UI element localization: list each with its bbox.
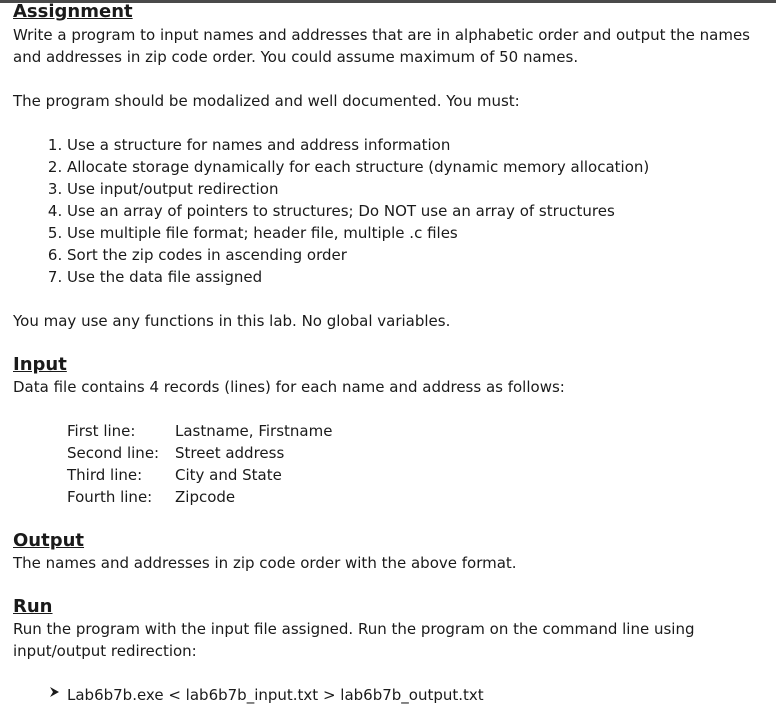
- requirement-item: 6. Sort the zip codes in ascending order: [67, 244, 773, 266]
- input-section: [13, 354, 773, 508]
- record-value: City and State: [175, 466, 282, 484]
- assignment-heading: Assignment: [13, 1, 133, 22]
- input-description: Data file contains 4 records (lines) for each name and address as follows:: [13, 378, 565, 396]
- run-description: Run the program with the input file assigned. Run the program on the command line using input/output redirection:: [13, 620, 695, 660]
- command-text: Lab6b7b.exe < lab6b7b_input.txt > lab6b7b_output.txt: [67, 686, 484, 704]
- requirement-item: 5. Use multiple file format; header file, multiple .c files: [67, 222, 773, 244]
- record-label: Third line:: [67, 466, 143, 484]
- output-heading: Output: [13, 530, 85, 551]
- requirement-item: 4. Use an array of pointers to structures; Do NOT use an array of structures: [67, 200, 773, 222]
- record-value: Zipcode: [175, 488, 236, 506]
- assignment-intro: Write a program to input names and addresses that are in alphabetic order and output the names and addresses in zip code order. You could assume maximum of 50 names.: [13, 26, 750, 66]
- run-section: [13, 596, 773, 706]
- record-label: Second line:: [67, 444, 160, 462]
- requirement-item: 3. Use input/output redirection: [67, 178, 773, 200]
- input-heading: Input: [13, 354, 67, 375]
- assignment-section: [13, 1, 773, 332]
- arrow-bullet-icon: [49, 684, 67, 706]
- requirement-item: 7. Use the data file assigned: [67, 266, 773, 288]
- output-description: The names and addresses in zip code order with the above format.: [13, 554, 517, 572]
- functions-note: You may use any functions in this lab. No global variables.: [13, 312, 451, 330]
- requirements-list: [13, 134, 773, 288]
- output-section: [13, 530, 773, 574]
- must-text: The program should be modalized and well documented. You must:: [13, 92, 520, 110]
- document-page: [13, 1, 773, 706]
- run-heading: Run: [13, 596, 53, 617]
- requirement-item: 1. Use a structure for names and address information: [67, 134, 773, 156]
- record-value: Lastname, Firstname: [175, 422, 333, 440]
- record-row: [67, 486, 773, 508]
- record-row: [67, 420, 773, 442]
- record-row: [67, 442, 773, 464]
- command-line: [49, 684, 773, 706]
- record-label: Fourth line:: [67, 488, 153, 506]
- record-row: [67, 464, 773, 486]
- record-value: Street address: [175, 444, 285, 462]
- record-label: First line:: [67, 422, 136, 440]
- requirement-item: 2. Allocate storage dynamically for each structure (dynamic memory allocation): [67, 156, 773, 178]
- record-format-list: [67, 420, 773, 508]
